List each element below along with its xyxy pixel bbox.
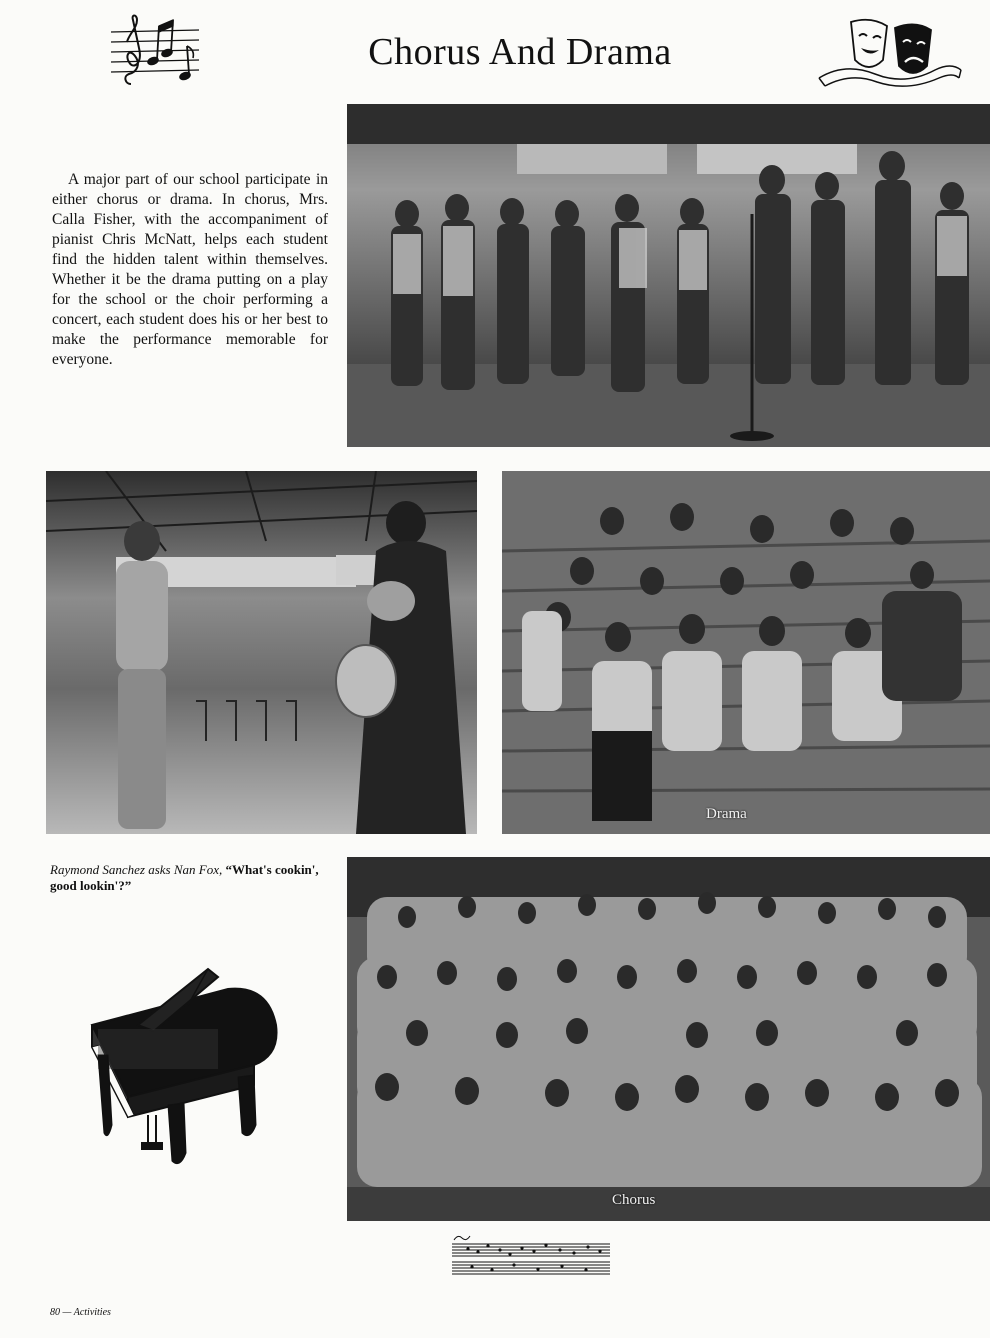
play-caption — [50, 862, 340, 894]
play-caption-quote: “What's cookin', good lookin'?” — [50, 862, 319, 893]
chorus-label: Chorus — [612, 1192, 656, 1208]
music-notes-icon — [107, 12, 203, 92]
grand-piano-icon — [68, 965, 288, 1177]
page-title: Chorus And Drama — [368, 31, 672, 73]
drama-masks-icon — [815, 12, 965, 94]
sheet-music-icon — [448, 1232, 613, 1276]
chorus-photo — [347, 857, 990, 1221]
play-caption-lead: Raymond Sanchez asks Nan Fox, — [50, 862, 223, 877]
drama-label: Drama — [706, 806, 747, 822]
drama-photo — [502, 471, 990, 834]
group-photo — [347, 104, 990, 447]
play-photo — [46, 471, 477, 834]
intro-paragraph: A major part of our school participate in either chorus or drama. In chorus, Mrs. Calla Fisher, with the accompaniment of pianist Chris McNatt, helps each student find the hidden talent within themselves. Whether it be the drama putting on a play for the school or the choir performing a concert, each student does his or her best to make the performance memorable for everyone. — [52, 171, 328, 368]
page-folio: 80 — Activities — [50, 1307, 111, 1318]
